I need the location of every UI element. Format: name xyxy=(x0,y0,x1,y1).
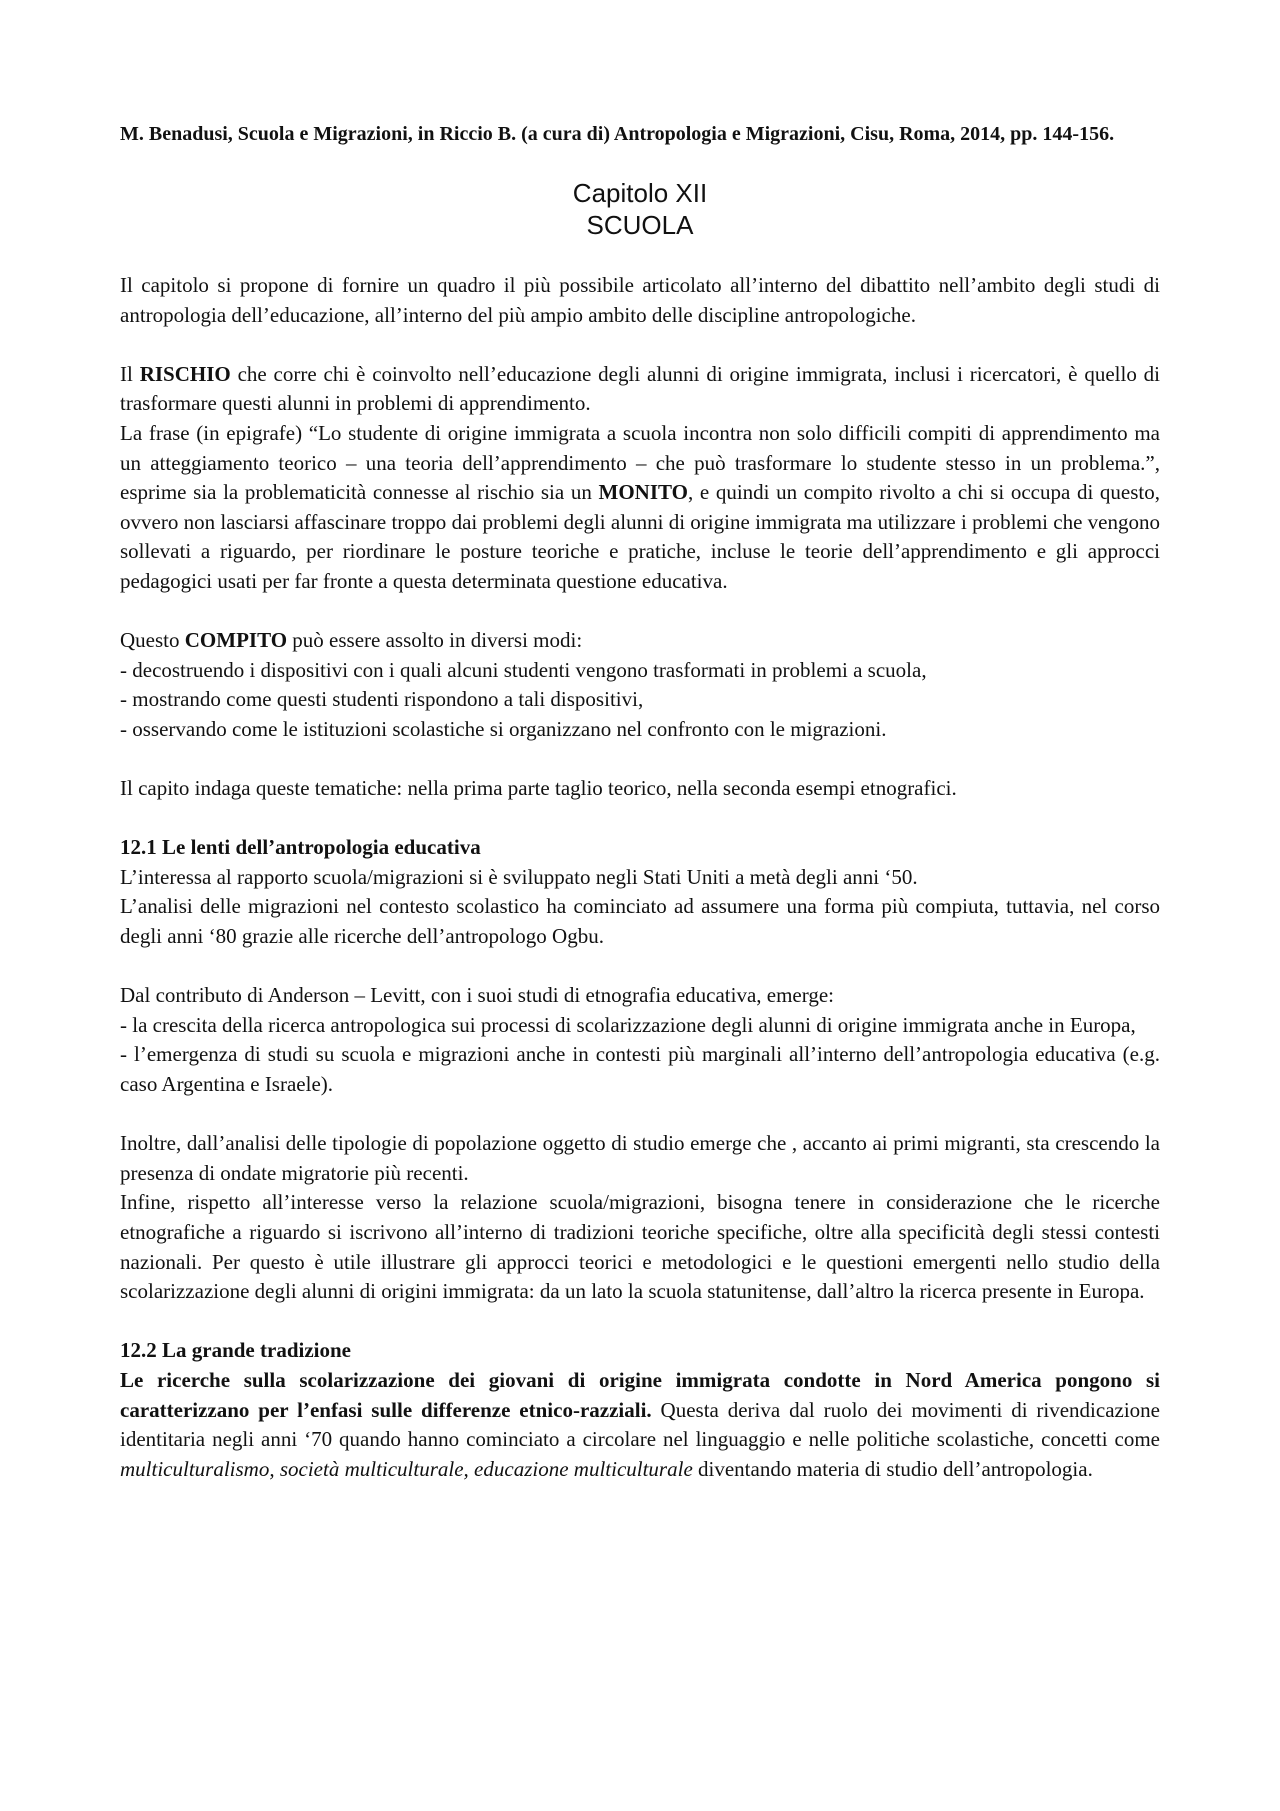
section2-bold-statement: Le ricerche sulla scolarizzazione dei giovani di origine immigrata condotte in Nord America pongono si caratterizzano per l’enfasi sulle differenze etnico-razziali. xyxy=(120,1367,1160,1422)
task-keyword: COMPITO xyxy=(184,628,288,653)
list-item: - decostruendo i dispositivi con i quali alcuni studenti vengono trasformati in problemi a scuola, xyxy=(120,657,927,682)
intro-paragraph: Il capitolo si propone di fornire un quadro il più possibile articolato all’interno del dibattito nell’ambito degli studi di antropologia dell’educazione, all’interno del più ampio ambito delle discipline antropologiche. xyxy=(120,273,1160,327)
section2-paragraph: Le ricerche sulla scolarizzazione dei giovani di origine immigrata condotte in Nord America pongono si caratterizzano per l’enfasi sulle differenze etnico-razziali. Questa deriva dal ruolo dei movimenti di rivendicazione identitaria negli anni ‘70 quando hanno cominciato a circolare nel linguaggio e nelle politiche scolastiche, concetti come multiculturalismo, società multiculturale, educazione multiculturale diventando materia di studio dell’antropologia. xyxy=(120,1367,1161,1481)
list-item: - l’emergenza di studi su scuola e migrazioni anche in contesti più marginali all’interno dell’antropologia educativa (e.g. caso Argentina e Israele). xyxy=(120,1042,1160,1097)
section1-paragraph: Infine, rispetto all’interesse verso la relazione scuola/migrazioni, bisogna tenere in considerazione che le ricerche etnografiche a riguardo si iscrivono all’interno di tradizioni teoriche specifiche, oltre alla specificità degli stessi contesti nazionali. Per questo è utile illustrare gli approcci teorici e metodologici e le questioni emergenti nello studio della scolarizzazione degli alunni di origini immigrata: da un lato la scuola statunitense, dall’altro la ricerca presente in Europa. xyxy=(120,1190,1160,1304)
section2-italic-terms: multiculturalismo, società multiculturale, educazione multiculturale xyxy=(120,1456,693,1481)
bibliographic-reference: M. Benadusi, Scuola e Migrazioni, in Riccio B. (a cura di) Antropologia e Migrazioni, Cisu, Roma, 2014, pp. 144-156. xyxy=(120,123,1115,145)
document-page xyxy=(120,120,1160,1484)
section1-paragraph: L’interessa al rapporto scuola/migrazioni si è sviluppato negli Stati Uniti a metà degli anni ‘50. xyxy=(120,864,918,889)
list-item: - la crescita della ricerca antropologica sui processi di scolarizzazione degli alunni di origine immigrata anche in Europa, xyxy=(120,1012,1136,1037)
list-item: - mostrando come questi studenti rispondono a tali dispositivi, xyxy=(120,687,644,712)
section-heading-12-1: 12.1 Le lenti dell’antropologia educativa xyxy=(120,835,481,860)
chapter-header xyxy=(120,177,1160,241)
section1-paragraph: Inoltre, dall’analisi delle tipologie di popolazione oggetto di studio emerge che , accanto ai primi migranti, sta crescendo la presenza di ondate migratorie più recenti. xyxy=(120,1131,1160,1185)
section1-paragraph: L’analisi delle migrazioni nel contesto scolastico ha cominciato ad assumere una forma più compiuta, tuttavia, nel corso degli anni ‘80 grazie alle ricerche dell’antropologo Ogbu. xyxy=(120,894,1160,949)
task-paragraph: Questo COMPITO può essere assolto in diversi modi: xyxy=(120,628,583,653)
chapter-summary: Il capito indaga queste tematiche: nella prima parte taglio teorico, nella seconda esempi etnografici. xyxy=(120,776,957,801)
list-item: - osservando come le istituzioni scolastiche si organizzano nel confronto con le migrazioni. xyxy=(120,716,887,741)
epigraph-paragraph: La frase (in epigrafe) “Lo studente di origine immigrata a scuola incontra non solo difficili compiti di apprendimento ma un atteggiamento teorico – una teoria dell’apprendimento – che può trasformare lo studente stesso in un problema.”, esprime sia la problematicità connesse al rischio sia un MONITO, e quindi un compito rivolto a chi si occupa di questo, ovvero non lasciarsi affascinare troppo dai problemi degli alunni di origine immigrata ma utilizzare i problemi che vengono sollevati a riguardo, per riordinare le posture teoriche e pratiche, incluse le teorie dell’apprendimento e gli approcci pedagogici usati per far fronte a questa determinata questione educativa. xyxy=(120,420,1161,593)
section-heading-12-2: 12.2 La grande tradizione xyxy=(120,1338,351,1363)
chapter-title: SCUOLA xyxy=(586,210,694,240)
risk-paragraph: Il RISCHIO che corre chi è coinvolto nell’educazione degli alunni di origine immigrata, inclusi i ricercatori, è quello di trasformare questi alunni in problemi di apprendimento. xyxy=(120,361,1161,416)
monito-keyword: MONITO xyxy=(598,480,688,505)
risk-keyword: RISCHIO xyxy=(139,361,231,386)
section1-paragraph: Dal contributo di Anderson – Levitt, con i suoi studi di etnografia educativa, emerge: xyxy=(120,983,835,1008)
chapter-number: Capitolo XII xyxy=(572,178,708,208)
